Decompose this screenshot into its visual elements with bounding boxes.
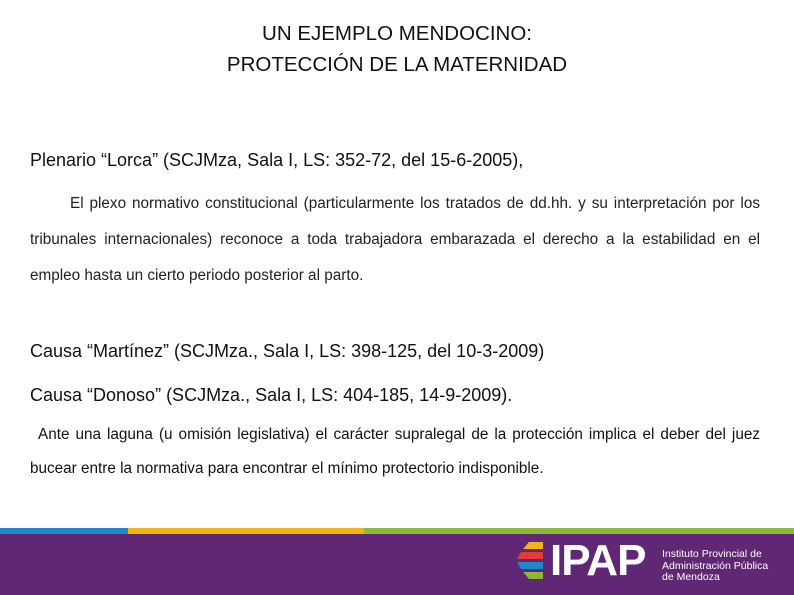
- title-line-2: PROTECCIÓN DE LA MATERNIDAD: [226, 53, 568, 76]
- ipap-logo-mark-icon: [515, 541, 545, 581]
- case-donoso-heading: Causa “Donoso” (SCJMza., Sala I, LS: 404-185, 14-9-2009).: [30, 385, 513, 405]
- institution-line-2: Administración Pública: [662, 559, 769, 572]
- slide-title: [0, 18, 794, 80]
- institution-line-1: Instituto Provincial de: [662, 548, 762, 560]
- case-martinez-heading: Causa “Martínez” (SCJMza., Sala I, LS: 398-125, del 10-3-2009): [30, 341, 545, 361]
- lorca-paragraph: El plexo normativo constitucional (particularmente los tratados de dd.hh. y su interpretación por los tribunales internacionales) reconoce a toda trabajadora embarazada el derecho a la estabilidad en el empleo hasta un cierto periodo posterior al parto.: [30, 195, 760, 284]
- case-lorca-heading: Plenario “Lorca” (SCJMza, Sala I, LS: 352-72, del 15-6-2005),: [30, 150, 524, 170]
- ipap-logo-text: IPAP: [550, 536, 646, 585]
- title-line-1: UN EJEMPLO MENDOCINO:: [262, 22, 532, 45]
- institution-line-3: de Mendoza: [662, 571, 720, 583]
- donoso-paragraph: Ante una laguna (u omisión legislativa) el carácter supralegal de la protección implica el deber del juez bucear entre la normativa para encontrar el mínimo protectorio indisponible.: [30, 426, 760, 477]
- institution-name: [662, 549, 768, 584]
